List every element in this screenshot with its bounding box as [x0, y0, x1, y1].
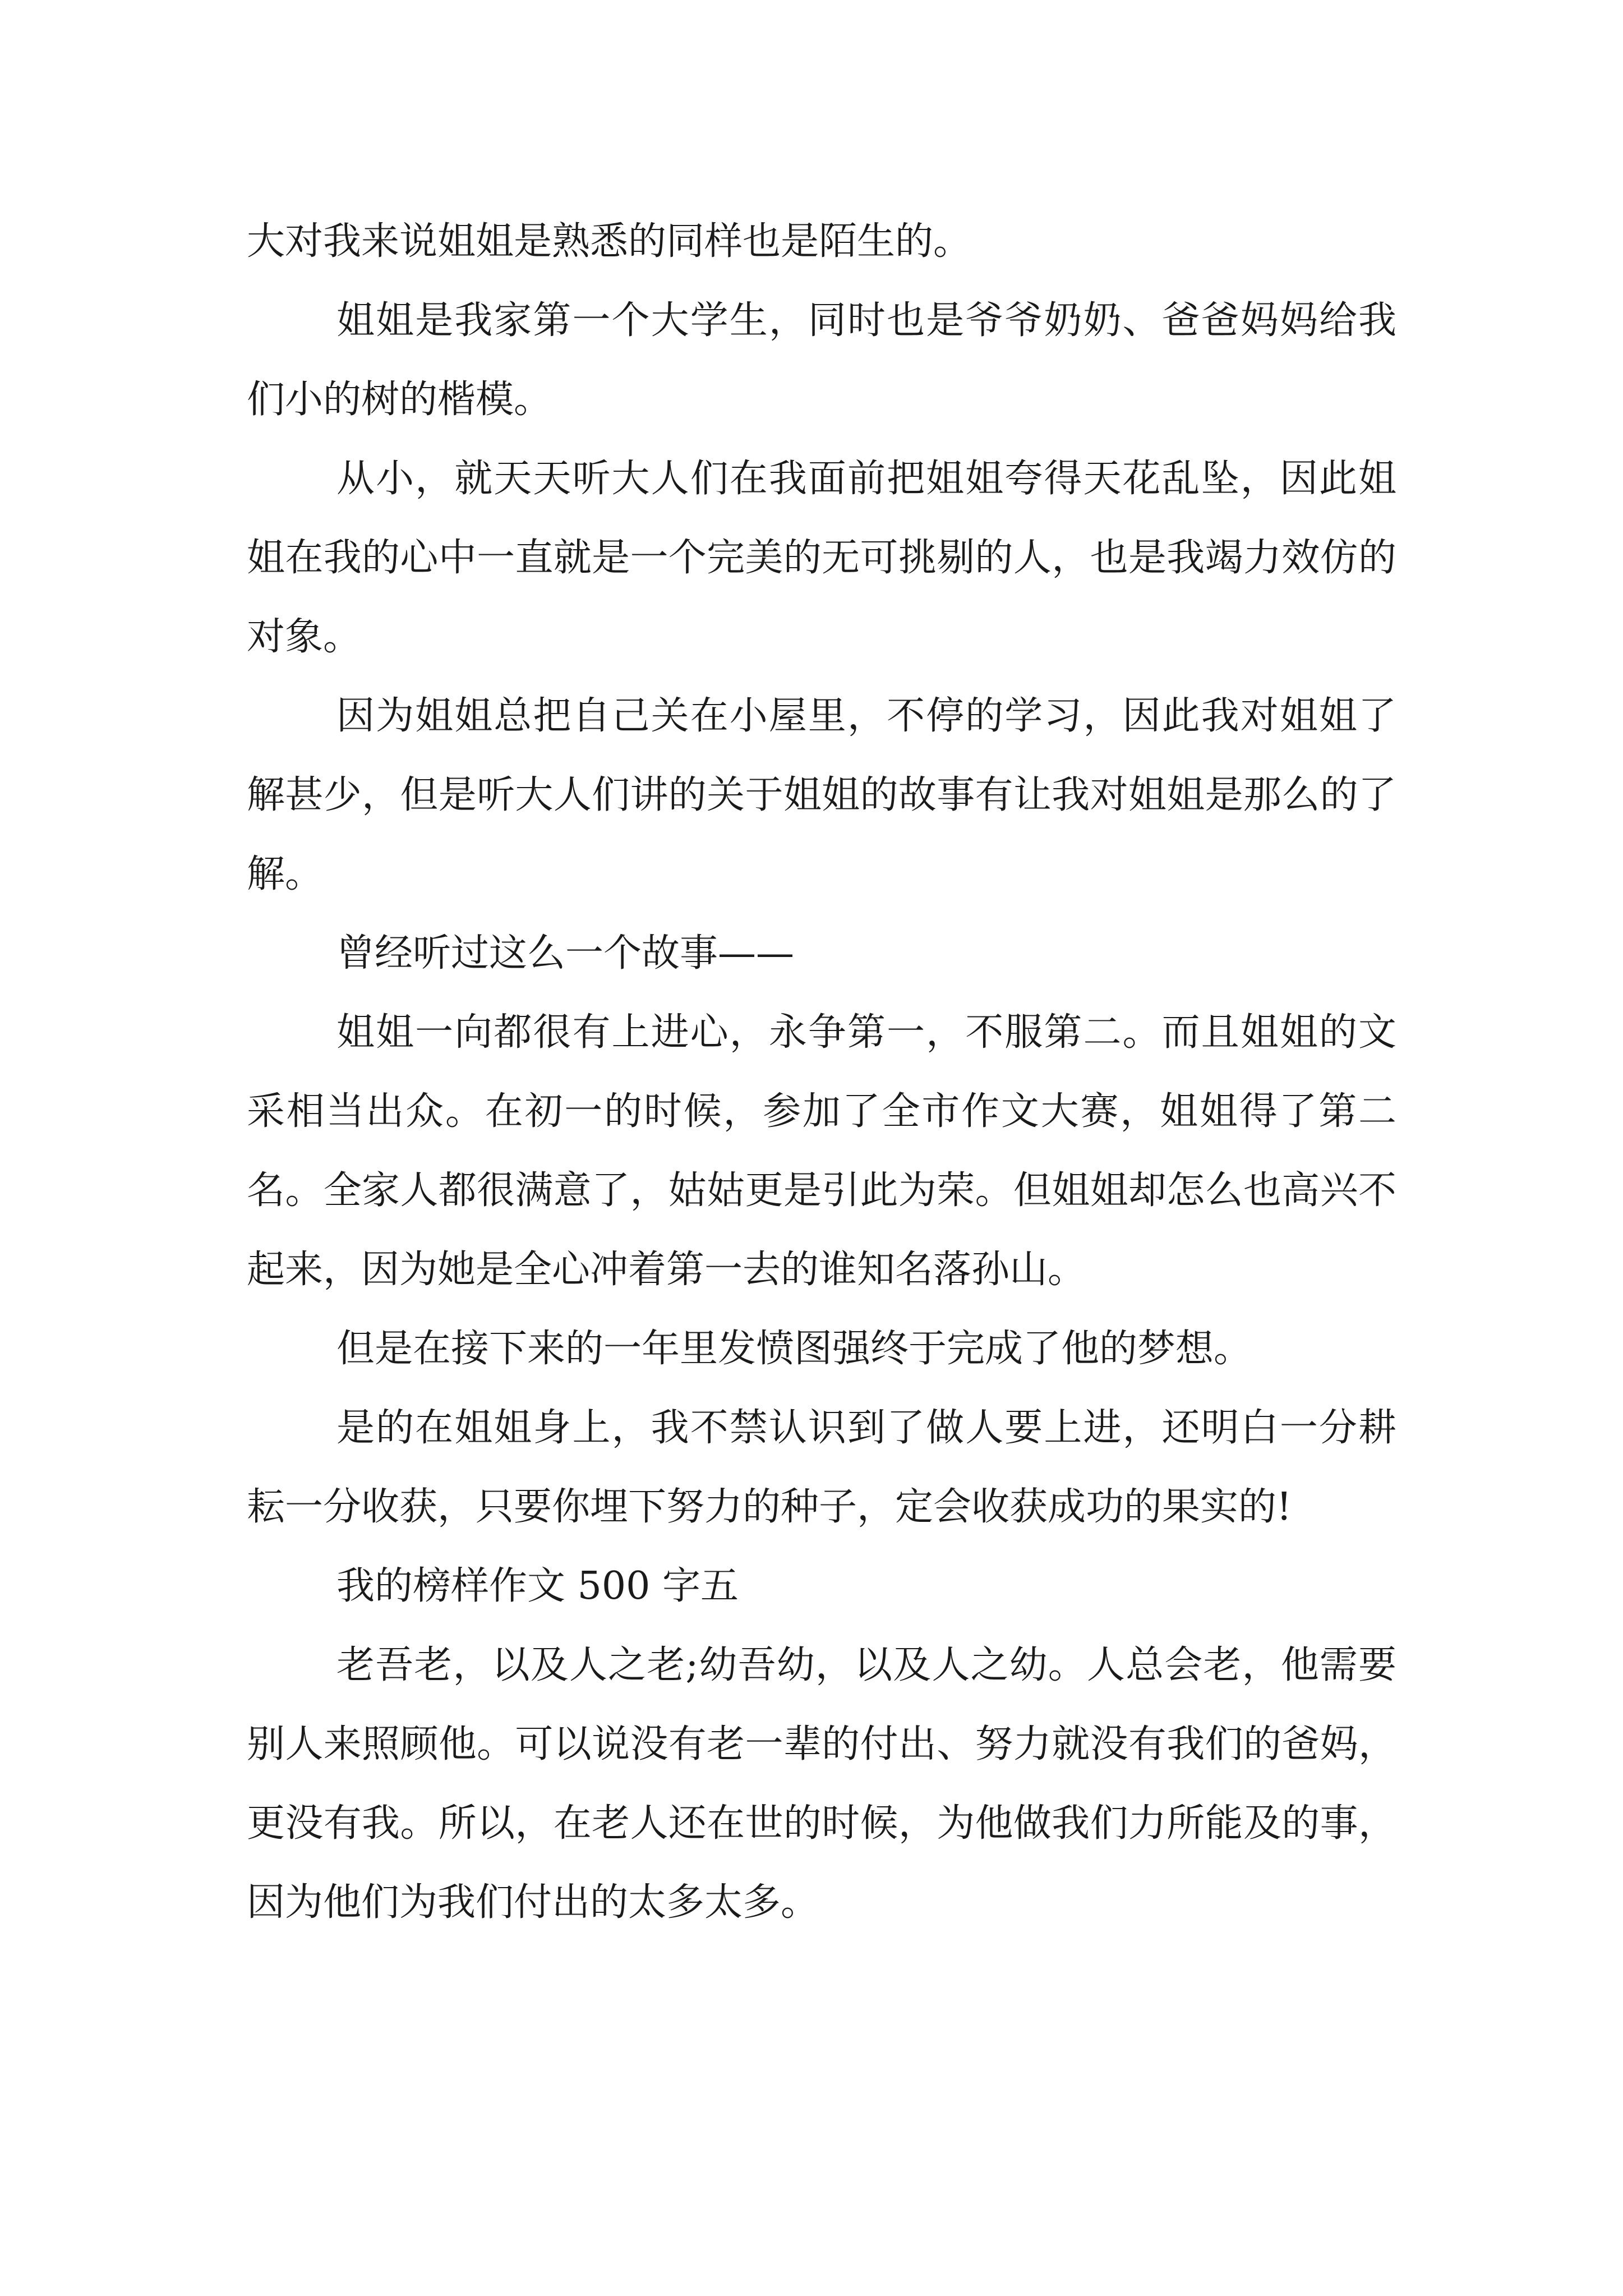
paragraph-4: 因为姐姐总把自己关在小屋里，不停的学习，因此我对姐姐了解甚少，但是听大人们讲的关于姐姐的故事有让我对姐姐是那么的了解。: [247, 694, 1396, 896]
paragraph-5: 曾经听过这么一个故事——: [336, 931, 795, 976]
section-heading: 我的榜样作文 500 字五: [336, 1564, 739, 1608]
paragraph-9: 老吾老，以及人之老;幼吾幼，以及人之幼。人总会老，他需要别人来照顾他。可以说没有老一辈的付出、努力就没有我们的爸妈，更没有我。所以，在老人还在世的时候，为他做我们力所能及的事，因为他们为我们付出的太多太多。: [247, 1643, 1396, 1925]
paragraph-1: 大对我来说姐姐是熟悉的同样也是陌生的。: [247, 219, 972, 264]
paragraph-3: 从小，就天天听大人们在我面前把姐姐夸得天花乱坠，因此姐姐在我的心中一直就是一个完美的无可挑剔的人，也是我竭力效仿的对象。: [247, 457, 1396, 659]
paragraph-6: 姐姐一向都很有上进心，永争第一，不服第二。而且姐姐的文采相当出众。在初一的时候，参加了全市作文大赛，姐姐得了第二名。全家人都很满意了，姑姑更是引此为荣。但姐姐却怎么也高兴不起来，因为她是全心冲着第一去的谁知名落孙山。: [247, 1010, 1396, 1292]
paragraph-2: 姐姐是我家第一个大学生，同时也是爷爷奶奶、爸爸妈妈给我们小的树的楷模。: [247, 298, 1396, 422]
document-body: [247, 202, 1396, 1942]
paragraph-7: 但是在接下来的一年里发愤图强终于完成了他的梦想。: [336, 1327, 1252, 1371]
paragraph-8: 是的在姐姐身上，我不禁认识到了做人要上进，还明白一分耕耘一分收获，只要你埋下努力的种子，定会收获成功的果实的!: [247, 1406, 1396, 1529]
